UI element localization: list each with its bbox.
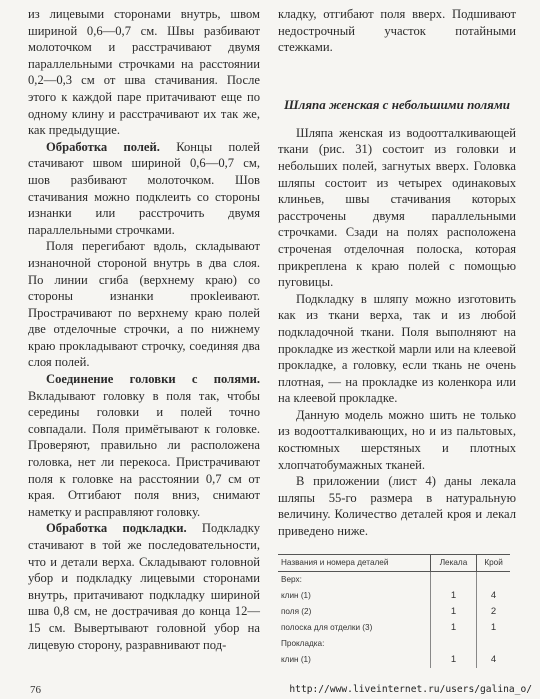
paragraph: кладку, отгибают поля вверх. Подшивают недострочный участок потайными стежками. (278, 7, 516, 55)
table-cell: клин (1) (281, 654, 311, 664)
right-column (278, 6, 516, 668)
table-cell: 4 (477, 588, 510, 604)
table-cell: 1 (430, 652, 476, 668)
table-cell: 1 (430, 588, 476, 604)
table-row (278, 571, 510, 588)
table-cell: 2 (477, 604, 510, 620)
paragraph: В приложении (лист 4) даны лекала шляпы 55-го размера в натуральную величину. Количество деталей кроя и лекал приведено ниже. (278, 474, 516, 539)
table-cell: Верх: (281, 574, 302, 584)
table-cell (430, 636, 476, 652)
spacer (278, 56, 516, 80)
paragraph (28, 371, 260, 520)
table-row (278, 604, 510, 620)
paragraph-text: Концы полей стачивают швом шириной 0,6—0,7 см, шов разбивают молоточком. Шов стачивания можно подклеить со стороны изнанки или расстрочить двумя параллельными строчками. (28, 139, 260, 237)
table-cell: 1 (477, 620, 510, 636)
table-cell: полоска для отделки (3) (281, 622, 373, 632)
paragraph-text: Вкладывают головку в поля так, чтобы середины головки и полей точно совпадали. Поля примётывают к головке. Проверяют, правильно ли расположена головка, нет ли перекоса. Пристрачивают поля к головке на расстоянии 0,7 см от края. Отгибают поля вниз, снимают наметку и расправляют головку. (28, 388, 260, 519)
paragraph: из лицевыми сторонами внутрь, швом шириной 0,6—0,7 см. Швы разбивают молоточком и расстрачивают двумя параллельными строчками на расстоянии 0,2—0,3 см от шва стачивания. После этого к каждой паре притачивают еще по одному клину и расстрачивают их так же, как предыдущие. (28, 7, 260, 138)
table-cell (477, 571, 510, 588)
paragraph-heading: Обработка полей. (46, 139, 160, 154)
paragraph (28, 139, 260, 239)
table-header: Лекала (430, 554, 476, 571)
table-header-row (278, 554, 510, 571)
table-cell: 4 (477, 652, 510, 668)
section-title: Шляпа женская с небольшими полями (284, 96, 510, 112)
table-cell: поля (2) (281, 606, 312, 616)
table-row (278, 636, 510, 652)
table-row (278, 588, 510, 604)
paragraph: Шляпа женская из водоотталкивающей ткани (рис. 31) состоит из головки и небольших полей, загнутых вверх. Головка шляпы состоит из четырех одинаковых клиньев, швы стачивания которых расстрочены двумя параллельными строчками. Сзади на полях расположена строченая отделочная полоска, которая прикреплена к краю полей с помощью пуговицы. (278, 125, 516, 290)
source-url: http://www.liveinternet.ru/users/galina_o/ (289, 684, 532, 695)
page-number: 76 (30, 684, 41, 696)
table-cell (430, 571, 476, 588)
paragraph: Подкладку в шляпу можно изготовить как из ткани верха, так и из любой подкладочной ткани. Поля выполняют на прокладке из жесткой марли или на клеевой прокладке, а головку, если ткань не очень плотная, — на прокладке из коленкора или на клеевой прокладке. (278, 291, 516, 406)
left-column (28, 6, 260, 653)
table-row (278, 652, 510, 668)
table-header: Названия и номера деталей (278, 554, 430, 571)
paragraph (28, 520, 260, 653)
table-cell: 1 (430, 604, 476, 620)
paragraph: Поля перегибают вдоль, складывают изнаночной стороной внутрь в два слоя. По линии сгиба (верхнему краю) со стороны изнанки прокleивают. Прострачивают по верхнему краю полей две отделочные строчки, а по нижнему краю прокладывают строчку, соединяя два слоя полей. (28, 239, 260, 370)
details-table (278, 554, 510, 668)
table-row (278, 620, 510, 636)
table-cell: 1 (430, 620, 476, 636)
paragraph-heading: Обработка подкладки. (46, 521, 187, 536)
table-cell: Прокладка: (281, 638, 325, 648)
table-header: Крой (477, 554, 510, 571)
paragraph-heading: Соединение головки с полями. (46, 372, 260, 387)
table-cell: клин (1) (281, 590, 311, 600)
table-cell (477, 636, 510, 652)
paragraph: Данную модель можно шить не только из водоотталкивающих, но и из пальтовых, костюмных шерстяных и плотных хлопчатобумажных тканей. (278, 407, 516, 472)
paragraph-text: Подкладку стачивают в той же последовательности, что и детали верха. Складывают головной убор и подкладку лицевыми сторонами внутрь, притачивают подкладку шириной шва 0,8 см, не дострачивая до конца 12—15 см. Вывертывают головной убор на лицевую сторону, разравнивают под- (28, 521, 260, 652)
